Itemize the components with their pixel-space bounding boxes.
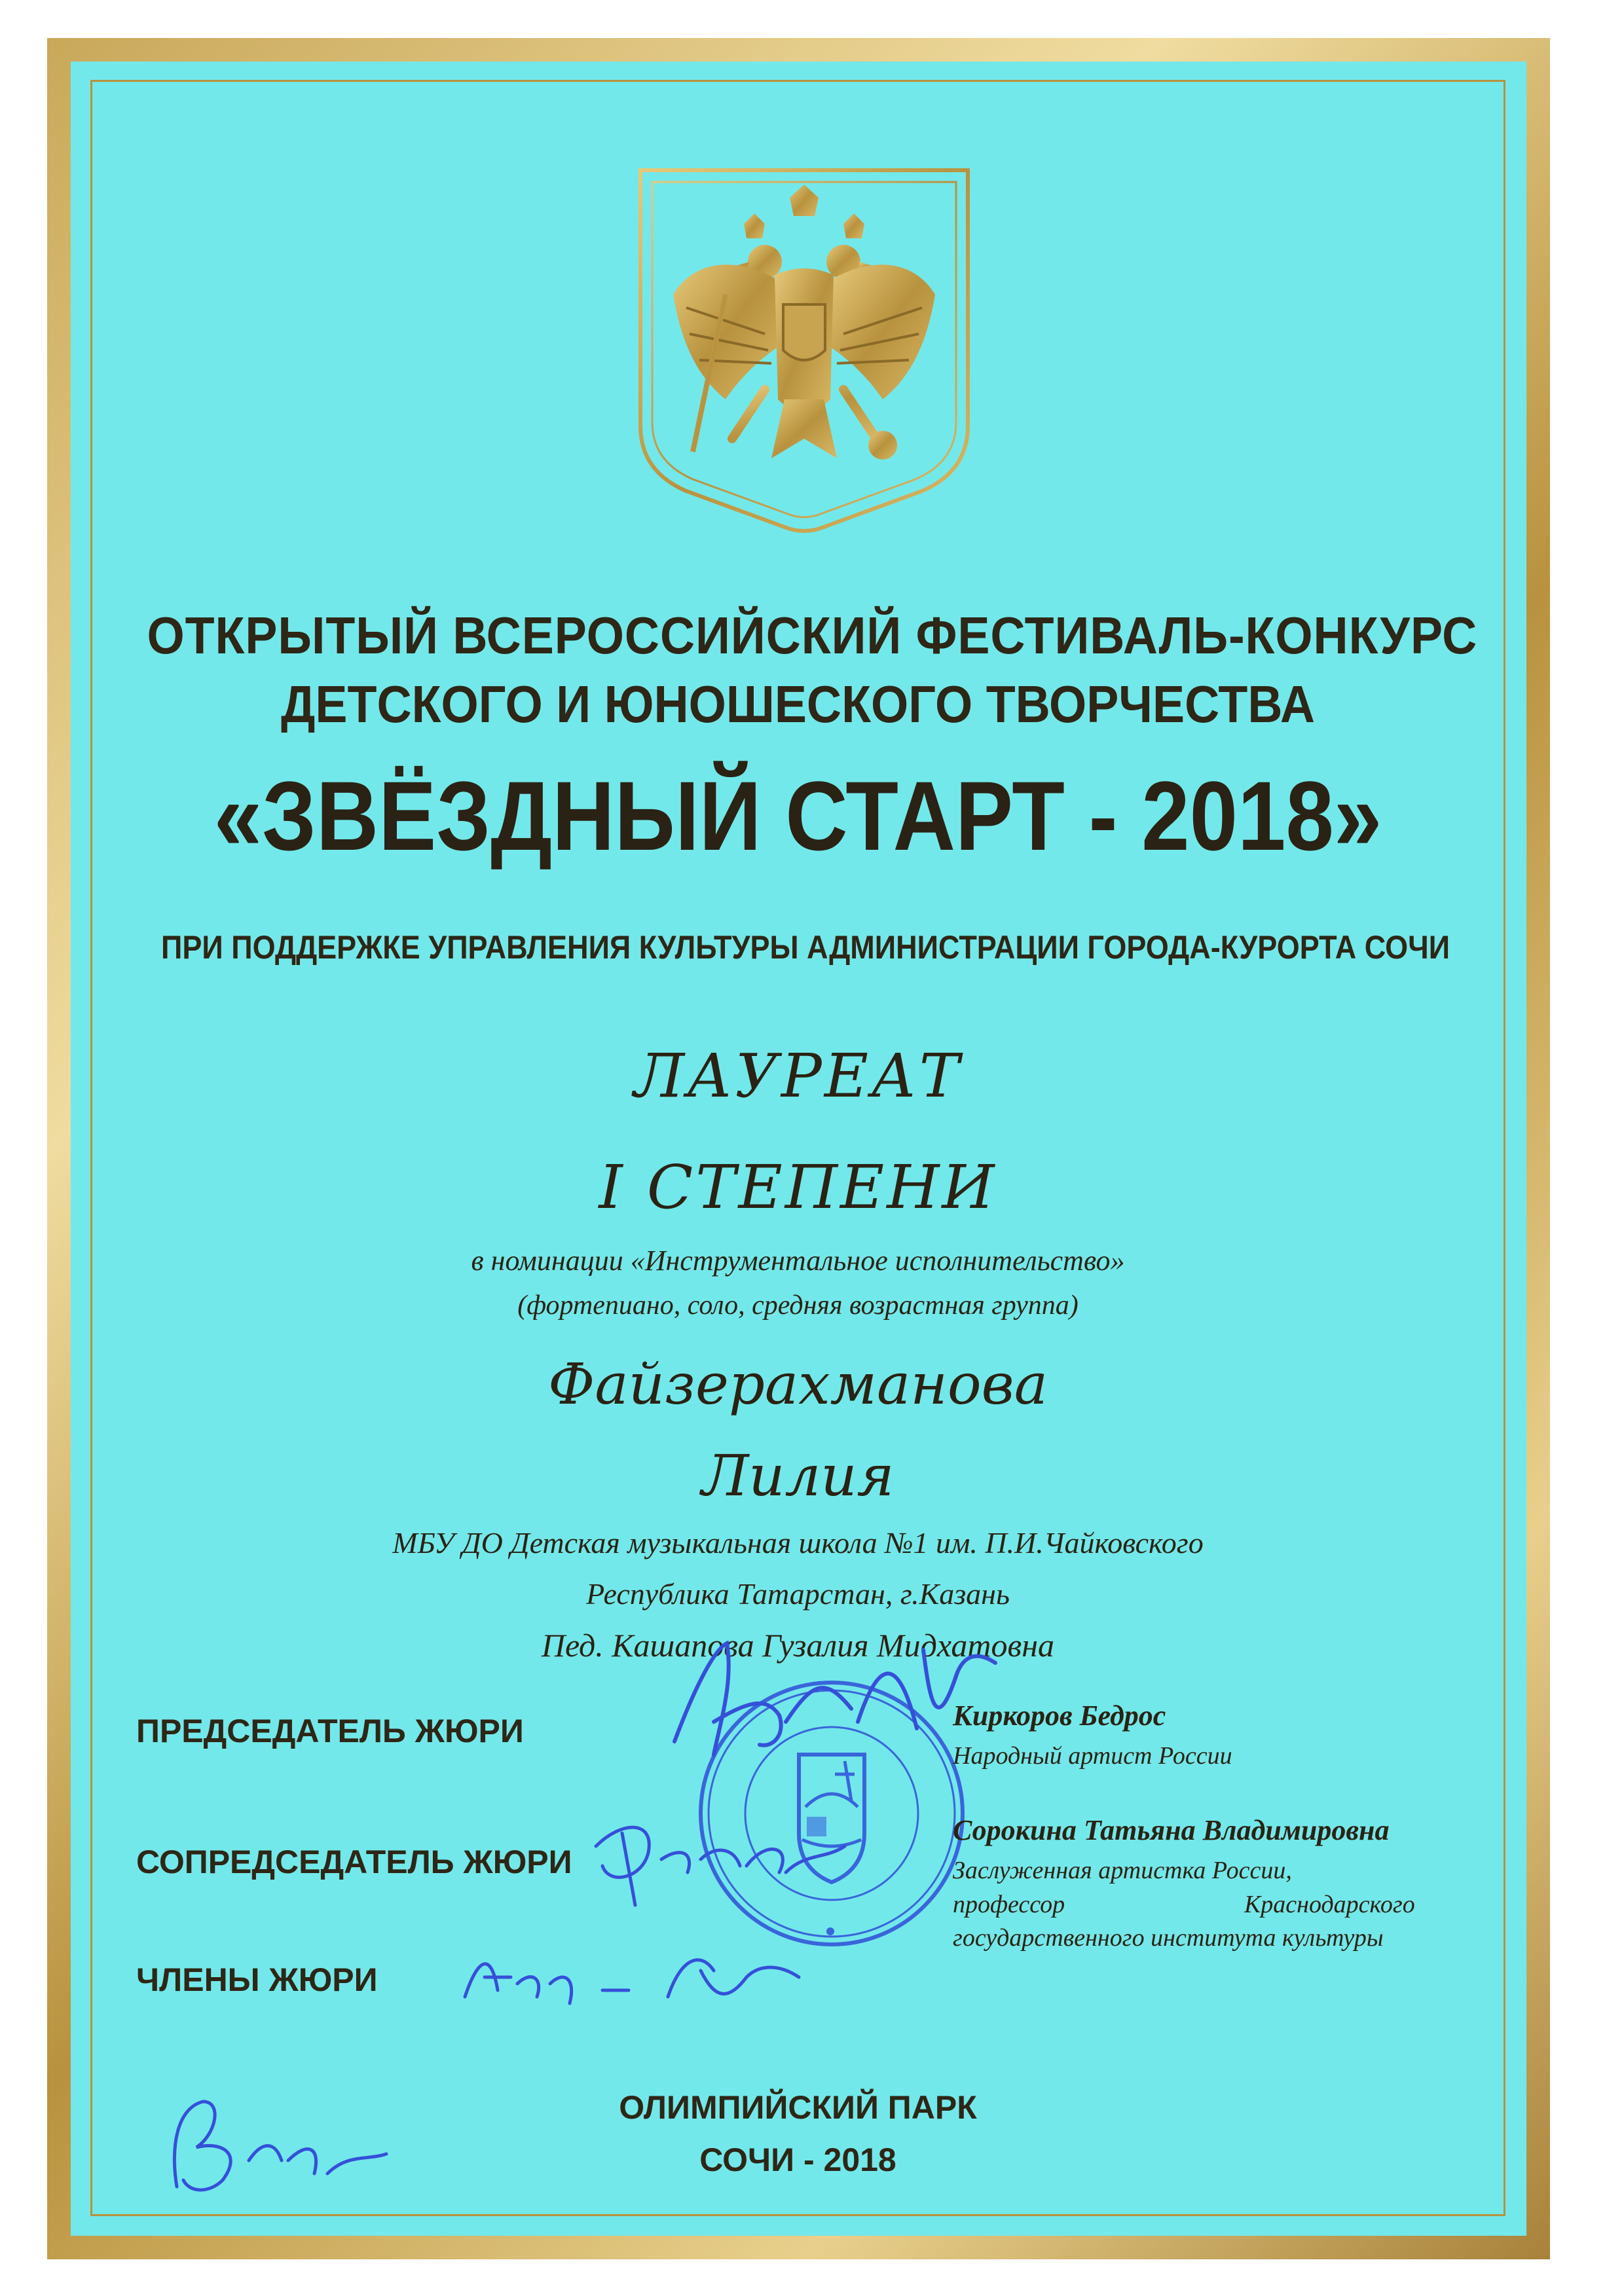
recipient-region: Республика Татарстан, г.Казань <box>586 1577 1010 1611</box>
coat-of-arms-icon <box>634 164 974 537</box>
members-signature-icon <box>452 1931 819 2030</box>
recipient-teacher: Пед. Кашапова Гузалия Мидхатовна <box>541 1627 1055 1664</box>
cochair-title-krasnodar: Краснодарского <box>1244 1891 1415 1918</box>
jury-cochair-label: СОПРЕДСЕДАТЕЛЬ ЖЮРИ <box>136 1844 572 1880</box>
city-year: СОЧИ - 2018 <box>699 2141 896 2178</box>
festival-title-line1: ОТКРЫТЫЙ ВСЕРОССИЙСКИЙ ФЕСТИВАЛЬ-КОНКУРС <box>147 606 1478 665</box>
jury-chair-label: ПРЕДСЕДАТЕЛЬ ЖЮРИ <box>136 1713 524 1749</box>
chair-title: Народный артист России <box>953 1742 1232 1770</box>
recipient-school: МБУ ДО Детская музыкальная школа №1 им. П.И.Чайковского <box>392 1526 1204 1559</box>
award-category: (фортепиано, соло, средняя возрастная группа) <box>517 1290 1079 1321</box>
cochair-title-line3: государственного института культуры <box>953 1924 1384 1952</box>
award-laureate: ЛАУРЕАТ <box>633 1041 963 1111</box>
chair-name: Киркоров Бедрос <box>953 1700 1166 1732</box>
venue: ОЛИМПИЙСКИЙ ПАРК <box>619 2089 977 2126</box>
recipient-first-name: Лилия <box>701 1444 895 1509</box>
award-nomination: в номинации «Инструментальное исполнительство» <box>471 1245 1125 1277</box>
cochair-title-line1: Заслуженная артистка России, <box>953 1857 1292 1884</box>
cochair-title-professor: профессор <box>953 1891 1065 1918</box>
festival-name: «ЗВЁЗДНЫЙ СТАРТ - 2018» <box>213 761 1382 871</box>
recipient-surname: Файзерахманова <box>548 1352 1048 1417</box>
festival-title-line2: ДЕТСКОГО И ЮНОШЕСКОГО ТВОРЧЕСТВА <box>280 675 1316 733</box>
jury-members-label: ЧЛЕНЫ ЖЮРИ <box>136 1961 378 1998</box>
cochair-signature-icon <box>583 1807 858 1912</box>
award-degree: I СТЕПЕНИ <box>599 1152 997 1222</box>
support-line: ПРИ ПОДДЕРЖКЕ УПРАВЛЕНИЯ КУЛЬТУРЫ АДМИНИСТРАЦИИ ГОРОДА-КУРОРТА СОЧИ <box>161 929 1450 966</box>
cochair-name: Сорокина Татьяна Владимировна <box>953 1814 1390 1846</box>
